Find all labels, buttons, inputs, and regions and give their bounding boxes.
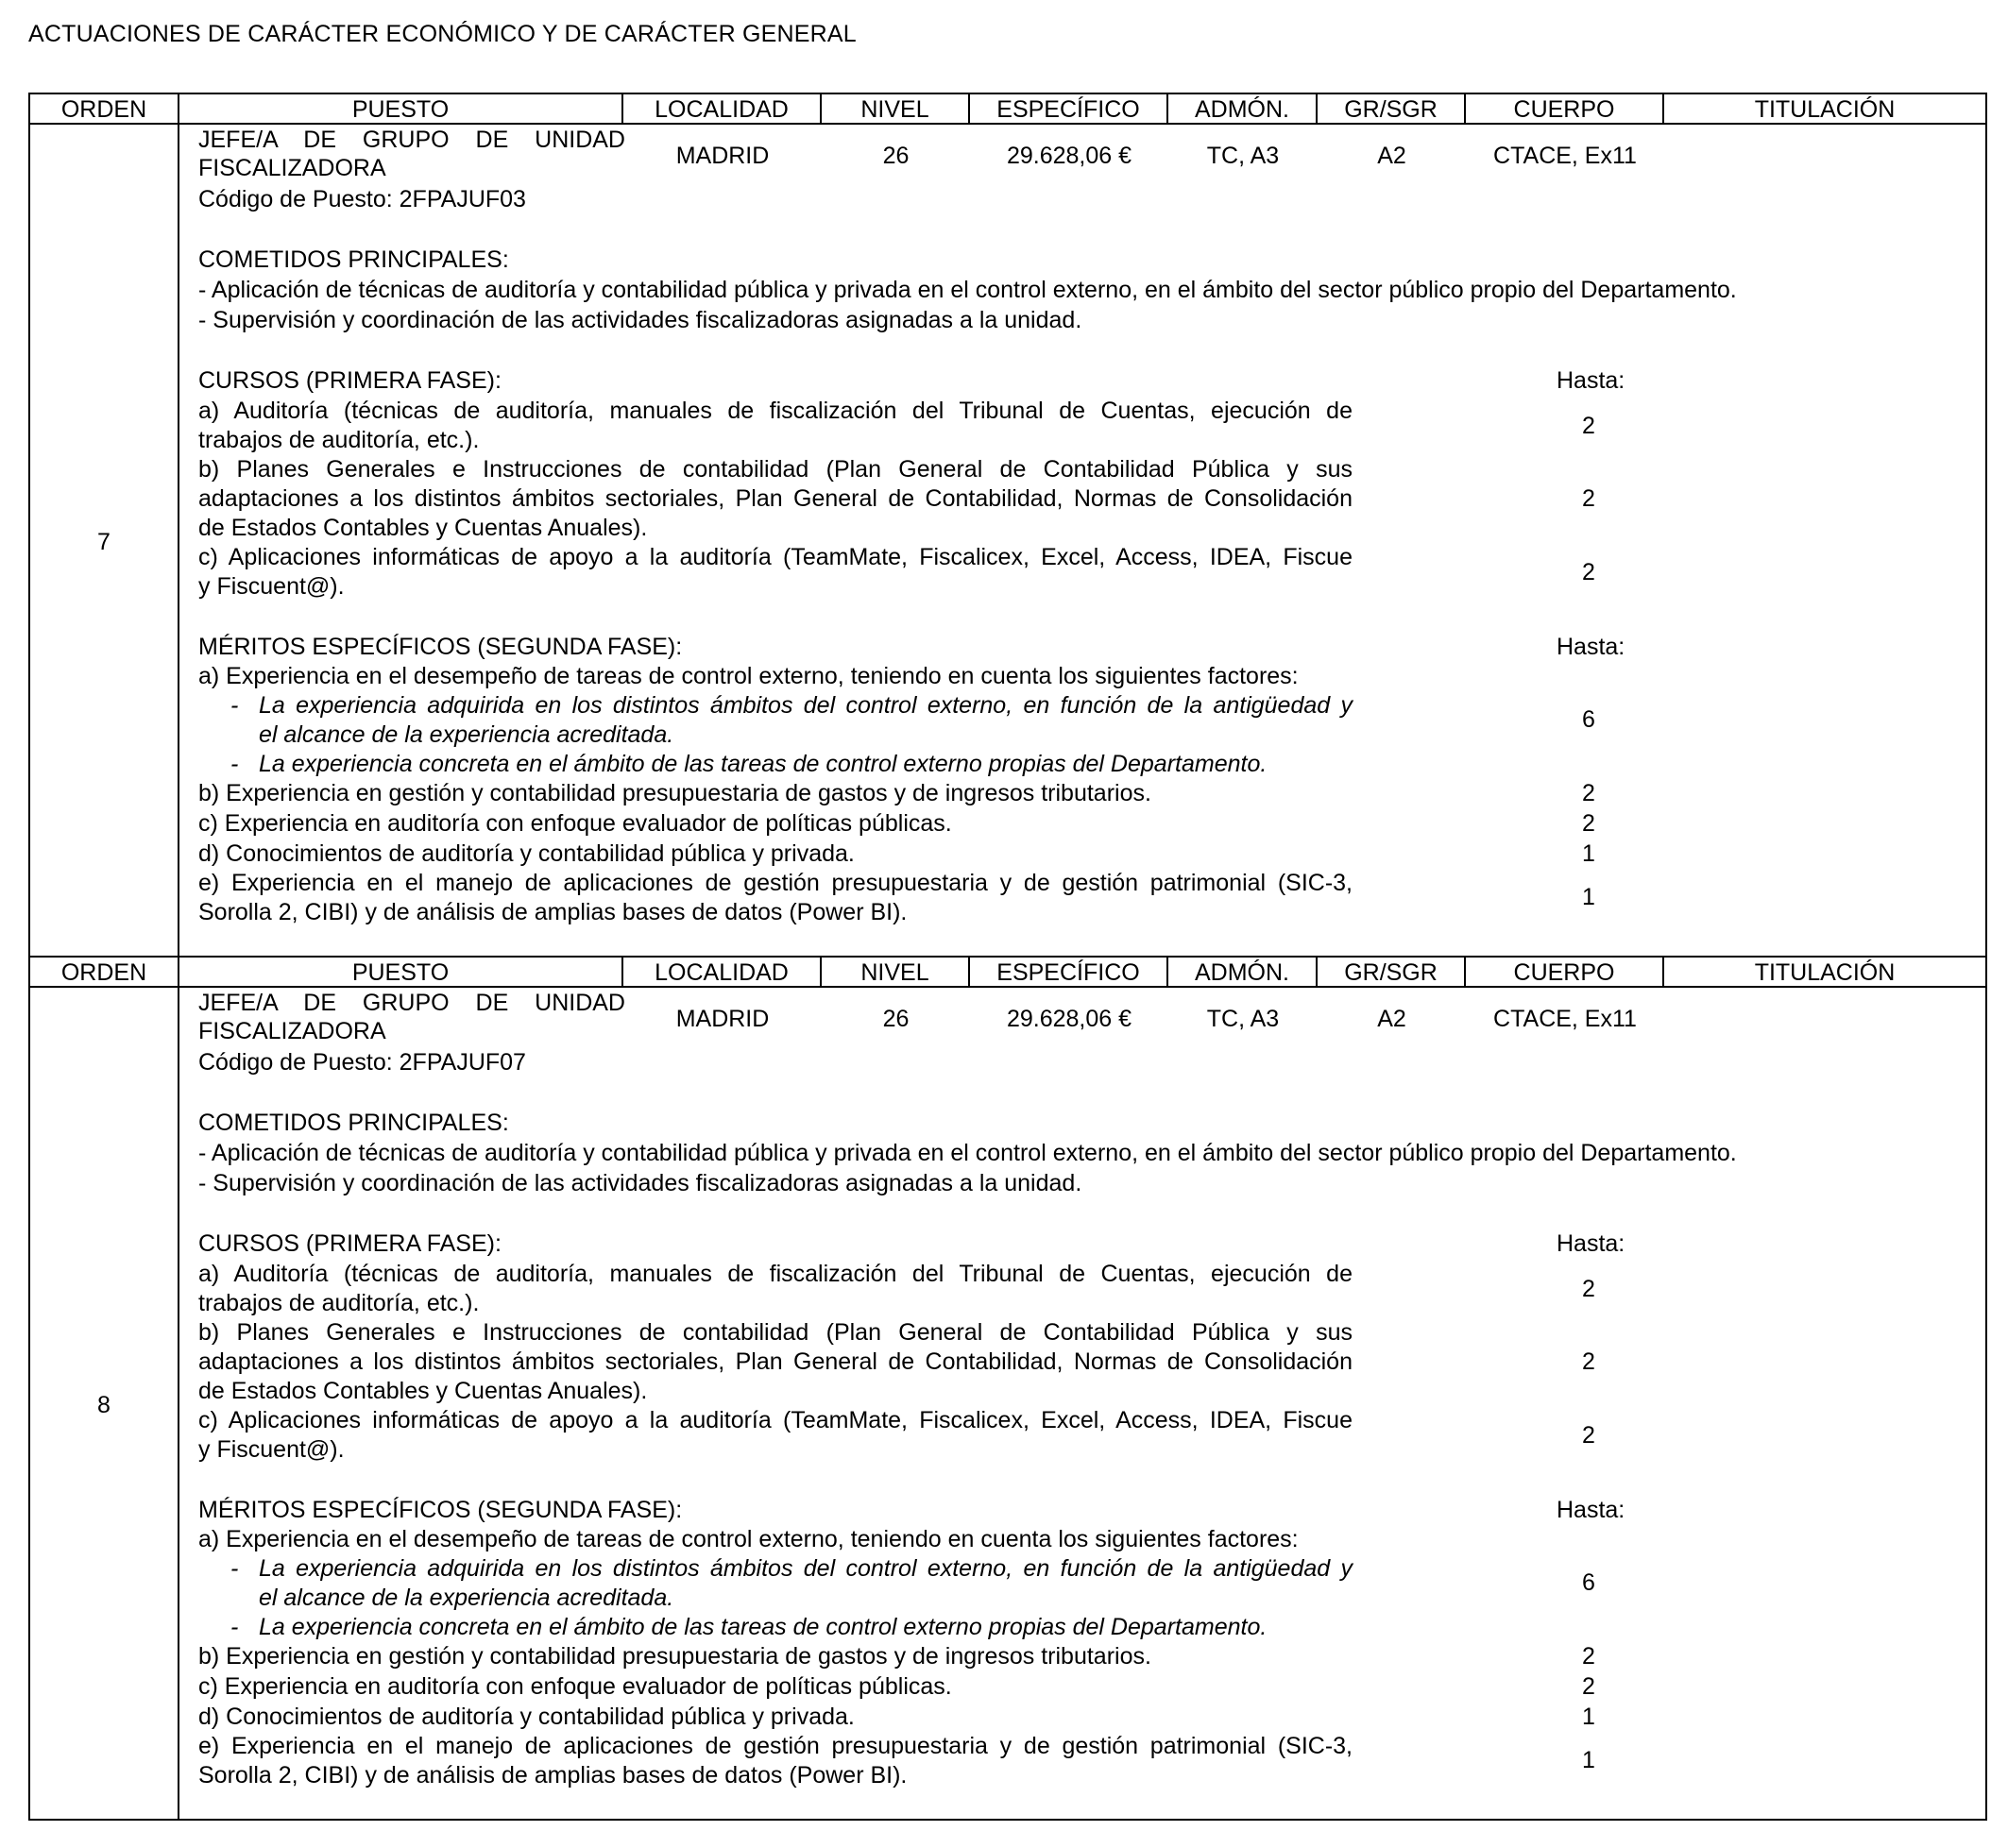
col-localidad: LOCALIDAD bbox=[623, 94, 822, 123]
col-orden: ORDEN bbox=[30, 958, 179, 986]
nivel-value: 26 bbox=[882, 1006, 910, 1032]
cuerpo-value: CTACE, Ex11 bbox=[1493, 1006, 1637, 1032]
page-title: ACTUACIONES DE CARÁCTER ECONÓMICO Y DE CARÁCTER GENERAL bbox=[28, 21, 857, 47]
curso-a-points: 2 bbox=[1582, 413, 1595, 439]
curso-c-line2: y Fiscuent@). bbox=[198, 573, 345, 600]
merito-e-line1: e) Experiencia en el manejo de aplicaciones de gestión presupuestaria y de gestión patrimonial (SIC-3, bbox=[198, 1733, 1353, 1759]
cuerpo-value: CTACE, Ex11 bbox=[1493, 143, 1637, 169]
orden-value: 8 bbox=[97, 1392, 111, 1418]
col-especifico: ESPECÍFICO bbox=[970, 958, 1168, 986]
merito-e-line1: e) Experiencia en el manejo de aplicaciones de gestión presupuestaria y de gestión patrimonial (SIC-3, bbox=[198, 870, 1353, 896]
col-admon: ADMÓN. bbox=[1168, 94, 1318, 123]
curso-a-line2: trabajos de auditoría, etc.). bbox=[198, 1290, 480, 1316]
curso-b-line3: de Estados Contables y Cuentas Anuales). bbox=[198, 515, 648, 541]
curso-c-line1: c) Aplicaciones informáticas de apoyo a la auditoría (TeamMate, Fiscalicex, Excel, Access, IDEA, Fiscue bbox=[198, 544, 1353, 570]
meritos-title: MÉRITOS ESPECÍFICOS (SEGUNDA FASE): bbox=[198, 634, 683, 660]
bullet-dash: - bbox=[230, 692, 239, 719]
merito-c-points: 2 bbox=[1582, 810, 1595, 837]
curso-b-points: 2 bbox=[1582, 485, 1595, 512]
merito-b-points: 2 bbox=[1582, 780, 1595, 806]
curso-a-line1: a) Auditoría (técnicas de auditoría, manuales de fiscalización del Tribunal de Cuentas, ejecución de bbox=[198, 1261, 1353, 1287]
merito-a: a) Experiencia en el desempeño de tareas de control externo, teniendo en cuenta los siguientes factores: bbox=[198, 1526, 1299, 1552]
localidad-value: MADRID bbox=[675, 143, 770, 169]
puesto-name-line2: FISCALIZADORA bbox=[198, 1018, 386, 1044]
curso-b-line2: adaptaciones a los distintos ámbitos sectoriales, Plan General de Contabilidad, Normas de Consolidación bbox=[198, 485, 1353, 512]
grupo-value: A2 bbox=[1377, 143, 1406, 169]
orden-column bbox=[30, 125, 179, 956]
grupo-value: A2 bbox=[1377, 1006, 1406, 1032]
bullet-dash: - bbox=[230, 1614, 239, 1640]
curso-b-line1: b) Planes Generales e Instrucciones de contabilidad (Plan General de Contabilidad Pública y sus bbox=[198, 1319, 1353, 1346]
col-cuerpo: CUERPO bbox=[1466, 94, 1664, 123]
puesto-code: Código de Puesto: 2FPAJUF07 bbox=[198, 1049, 526, 1076]
merito-b-points: 2 bbox=[1582, 1643, 1595, 1670]
cometido-item: - Supervisión y coordinación de las actividades fiscalizadoras asignadas a la unidad. bbox=[198, 307, 1082, 333]
col-grupo: GR/SGR bbox=[1318, 94, 1466, 123]
cursos-title: CURSOS (PRIMERA FASE): bbox=[198, 367, 502, 394]
curso-c-points: 2 bbox=[1582, 1422, 1595, 1449]
merito-d: d) Conocimientos de auditoría y contabilidad pública y privada. bbox=[198, 840, 855, 867]
merito-e-points: 1 bbox=[1582, 1747, 1595, 1773]
puesto-name-line1: JEFE/A DE GRUPO DE UNIDAD bbox=[198, 990, 625, 1016]
merito-a-points: 6 bbox=[1582, 706, 1595, 733]
bullet-dash: - bbox=[230, 1555, 239, 1582]
merito-d-points: 1 bbox=[1582, 1704, 1595, 1730]
cursos-title: CURSOS (PRIMERA FASE): bbox=[198, 1230, 502, 1257]
merito-a-sub1-line1: La experiencia adquirida en los distintos ámbitos del control externo, en función de la antigüedad y bbox=[259, 1555, 1353, 1582]
table-header bbox=[30, 94, 1985, 125]
especifico-value: 29.628,06 € bbox=[1006, 1006, 1132, 1032]
admon-value: TC, A3 bbox=[1206, 1006, 1280, 1032]
admon-value: TC, A3 bbox=[1206, 143, 1280, 169]
col-titulacion: TITULACIÓN bbox=[1754, 96, 1896, 123]
cometidos-title: COMETIDOS PRINCIPALES: bbox=[198, 246, 509, 273]
merito-a-sub2: La experiencia concreta en el ámbito de las tareas de control externo propias del Departamento. bbox=[259, 751, 1268, 777]
hasta-label: Hasta: bbox=[1557, 1230, 1625, 1257]
curso-a-line1: a) Auditoría (técnicas de auditoría, manuales de fiscalización del Tribunal de Cuentas, ejecución de bbox=[198, 398, 1353, 424]
merito-a: a) Experiencia en el desempeño de tareas de control externo, teniendo en cuenta los siguientes factores: bbox=[198, 663, 1299, 689]
merito-b: b) Experiencia en gestión y contabilidad presupuestaria de gastos y de ingresos tributarios. bbox=[198, 780, 1151, 806]
col-especifico: ESPECÍFICO bbox=[970, 94, 1168, 123]
cometido-item: - Aplicación de técnicas de auditoría y contabilidad pública y privada en el control externo, en el ámbito del sector público propio del Departamento. bbox=[198, 1140, 1737, 1166]
curso-a-points: 2 bbox=[1582, 1276, 1595, 1302]
curso-a-line2: trabajos de auditoría, etc.). bbox=[198, 427, 480, 453]
meritos-title: MÉRITOS ESPECÍFICOS (SEGUNDA FASE): bbox=[198, 1497, 683, 1523]
merito-e-line2: Sorolla 2, CIBI) y de análisis de amplias bases de datos (Power BI). bbox=[198, 1762, 908, 1789]
col-puesto: PUESTO bbox=[179, 958, 623, 986]
job-entry-8 bbox=[28, 956, 1987, 1821]
puesto-name-line1: JEFE/A DE GRUPO DE UNIDAD bbox=[198, 127, 625, 153]
merito-c: c) Experiencia en auditoría con enfoque evaluador de políticas públicas. bbox=[198, 810, 952, 837]
merito-e-line2: Sorolla 2, CIBI) y de análisis de amplias bases de datos (Power BI). bbox=[198, 899, 908, 925]
col-nivel: NIVEL bbox=[822, 94, 970, 123]
merito-c-points: 2 bbox=[1582, 1673, 1595, 1700]
col-admon: ADMÓN. bbox=[1168, 958, 1318, 986]
merito-d: d) Conocimientos de auditoría y contabilidad pública y privada. bbox=[198, 1704, 855, 1730]
col-orden: ORDEN bbox=[30, 94, 179, 123]
col-cuerpo: CUERPO bbox=[1466, 958, 1664, 986]
curso-c-line2: y Fiscuent@). bbox=[198, 1436, 345, 1463]
hasta-label: Hasta: bbox=[1557, 634, 1625, 660]
hasta-label: Hasta: bbox=[1557, 1497, 1625, 1523]
curso-b-line1: b) Planes Generales e Instrucciones de contabilidad (Plan General de Contabilidad Pública y sus bbox=[198, 456, 1353, 483]
curso-b-points: 2 bbox=[1582, 1348, 1595, 1375]
job-entry-7 bbox=[28, 93, 1987, 958]
puesto-code: Código de Puesto: 2FPAJUF03 bbox=[198, 186, 526, 212]
curso-b-line2: adaptaciones a los distintos ámbitos sectoriales, Plan General de Contabilidad, Normas de Consolidación bbox=[198, 1348, 1353, 1375]
curso-c-line1: c) Aplicaciones informáticas de apoyo a la auditoría (TeamMate, Fiscalicex, Excel, Access, IDEA, Fiscue bbox=[198, 1407, 1353, 1433]
nivel-value: 26 bbox=[882, 143, 910, 169]
orden-value: 7 bbox=[97, 529, 111, 555]
localidad-value: MADRID bbox=[675, 1006, 770, 1032]
col-localidad: LOCALIDAD bbox=[623, 958, 822, 986]
merito-a-sub2: La experiencia concreta en el ámbito de las tareas de control externo propias del Departamento. bbox=[259, 1614, 1268, 1640]
merito-a-sub1-line1: La experiencia adquirida en los distintos ámbitos del control externo, en función de la antigüedad y bbox=[259, 692, 1353, 719]
merito-e-points: 1 bbox=[1582, 884, 1595, 910]
puesto-name-line2: FISCALIZADORA bbox=[198, 155, 386, 181]
merito-a-points: 6 bbox=[1582, 1569, 1595, 1596]
curso-c-points: 2 bbox=[1582, 559, 1595, 585]
merito-a-sub1-line2: el alcance de la experiencia acreditada. bbox=[259, 721, 674, 748]
col-titulacion: TITULACIÓN bbox=[1754, 959, 1896, 986]
table-header bbox=[30, 958, 1985, 988]
col-grupo: GR/SGR bbox=[1318, 958, 1466, 986]
hasta-label: Hasta: bbox=[1557, 367, 1625, 394]
cometidos-title: COMETIDOS PRINCIPALES: bbox=[198, 1110, 509, 1136]
cometido-item: - Aplicación de técnicas de auditoría y contabilidad pública y privada en el control externo, en el ámbito del sector público propio del Departamento. bbox=[198, 277, 1737, 303]
merito-c: c) Experiencia en auditoría con enfoque evaluador de políticas públicas. bbox=[198, 1673, 952, 1700]
merito-d-points: 1 bbox=[1582, 840, 1595, 867]
merito-a-sub1-line2: el alcance de la experiencia acreditada. bbox=[259, 1585, 674, 1611]
especifico-value: 29.628,06 € bbox=[1006, 143, 1132, 169]
curso-b-line3: de Estados Contables y Cuentas Anuales). bbox=[198, 1378, 648, 1404]
cometido-item: - Supervisión y coordinación de las actividades fiscalizadoras asignadas a la unidad. bbox=[198, 1170, 1082, 1196]
col-puesto: PUESTO bbox=[179, 94, 623, 123]
orden-column bbox=[30, 988, 179, 1819]
col-nivel: NIVEL bbox=[822, 958, 970, 986]
bullet-dash: - bbox=[230, 751, 239, 777]
merito-b: b) Experiencia en gestión y contabilidad presupuestaria de gastos y de ingresos tributarios. bbox=[198, 1643, 1151, 1670]
